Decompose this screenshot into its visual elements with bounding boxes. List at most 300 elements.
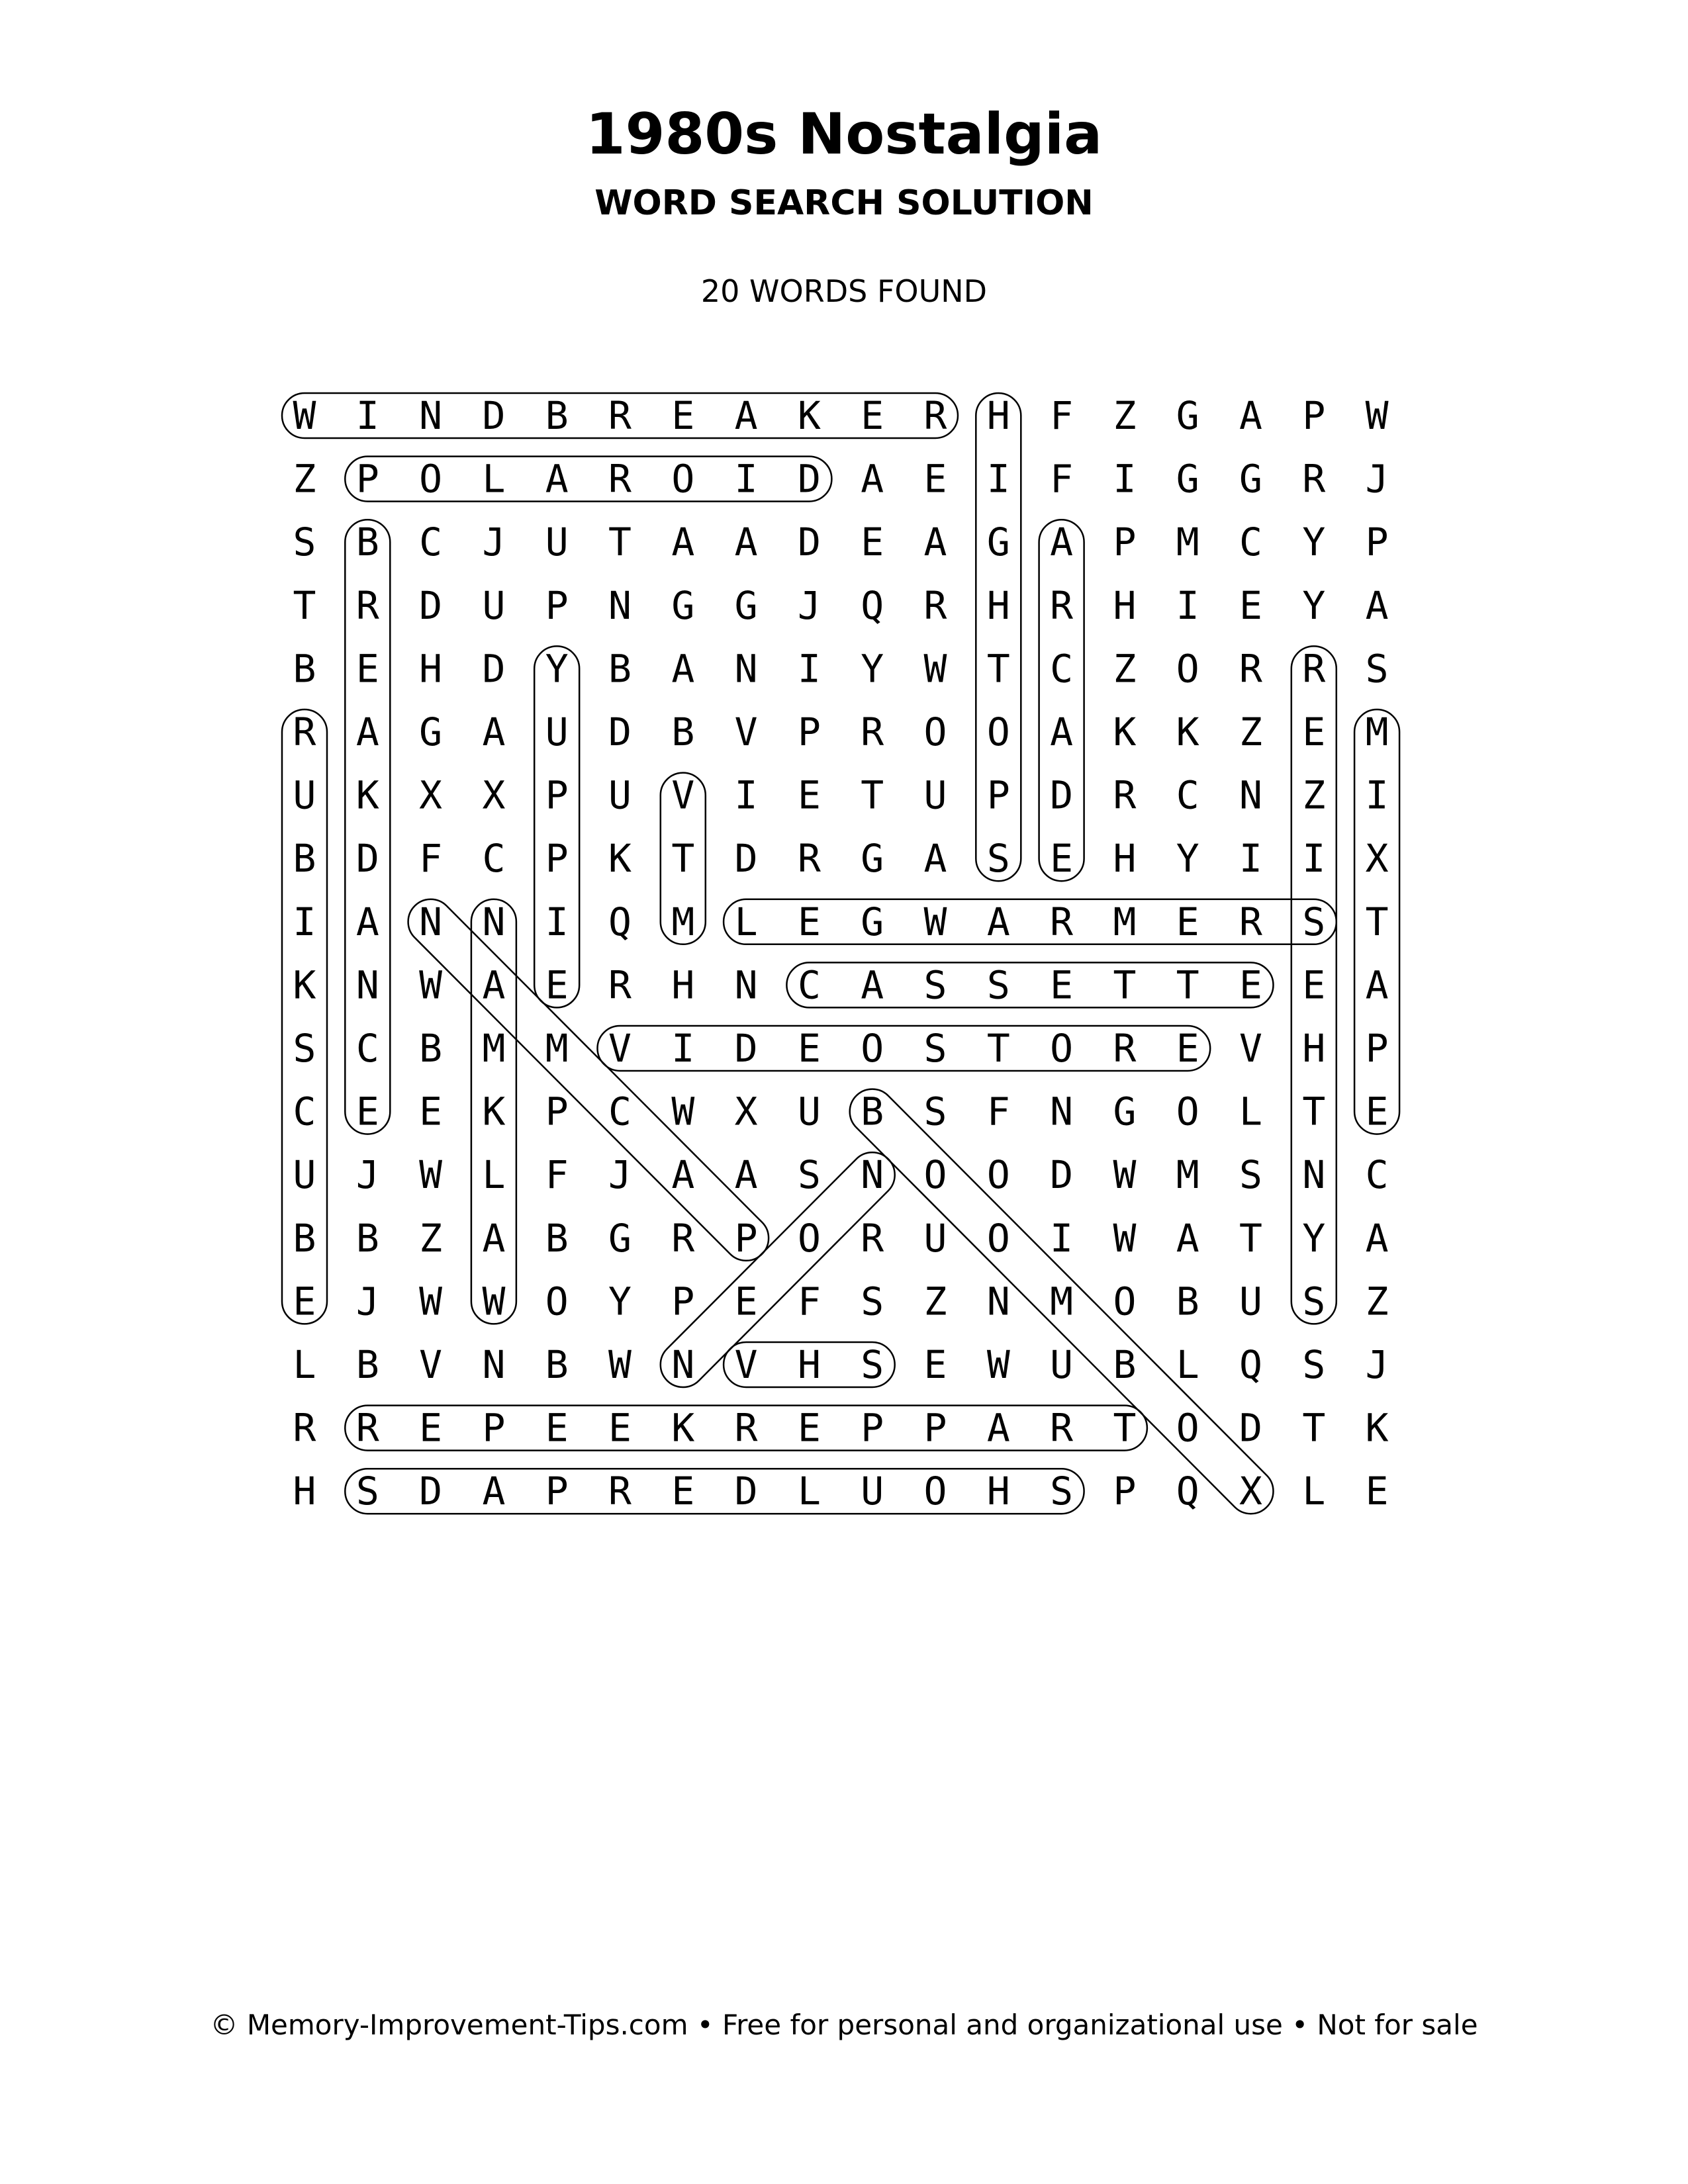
grid-letter: X	[1365, 836, 1389, 882]
grid-letter: E	[1302, 962, 1326, 1008]
grid-letter: D	[734, 1026, 758, 1071]
grid-letter: L	[293, 1342, 316, 1387]
grid-letter: I	[1239, 836, 1262, 882]
grid-letter: R	[1113, 1026, 1137, 1071]
grid-letter: C	[355, 1026, 379, 1071]
grid-letter: E	[419, 1405, 443, 1451]
grid-letter: S	[923, 962, 947, 1008]
grid-letter: R	[1302, 456, 1326, 502]
grid-letter: O	[986, 1215, 1010, 1261]
grid-letter: I	[797, 646, 821, 692]
grid-letter: A	[923, 836, 947, 882]
grid-letter: B	[293, 1215, 316, 1261]
grid-letter: P	[1365, 520, 1389, 565]
grid-letter: O	[1176, 646, 1199, 692]
grid-letter: T	[986, 1026, 1010, 1071]
grid-letter: E	[1176, 899, 1199, 944]
grid-letter: O	[986, 1152, 1010, 1198]
grid-letter: N	[419, 393, 443, 438]
grid-letter: J	[797, 582, 821, 628]
grid-letter: R	[923, 582, 947, 628]
grid-letter: L	[1302, 1469, 1326, 1514]
grid-letter: U	[608, 772, 632, 818]
grid-letter: H	[797, 1342, 821, 1387]
grid-letter: N	[861, 1152, 884, 1198]
found-word-shoulderpads	[345, 1469, 1084, 1514]
grid-letter: G	[1176, 456, 1199, 502]
grid-letter: H	[293, 1469, 316, 1514]
grid-letter: W	[671, 1089, 695, 1134]
grid-letter: K	[355, 772, 379, 818]
grid-letter: U	[545, 520, 569, 565]
grid-letter: H	[1113, 836, 1137, 882]
grid-letter: C	[1050, 646, 1074, 692]
page-subtitle: WORD SEARCH SOLUTION	[594, 183, 1094, 223]
grid-letter: S	[797, 1152, 821, 1198]
grid-letter: O	[986, 709, 1010, 754]
grid-letter: B	[545, 393, 569, 438]
grid-letter: R	[1113, 772, 1137, 818]
grid-letter: E	[734, 1279, 758, 1324]
grid-letter: W	[1113, 1215, 1137, 1261]
grid-letter: Z	[419, 1215, 443, 1261]
grid-letter: X	[1239, 1469, 1262, 1514]
grid-letter: S	[923, 1026, 947, 1071]
grid-letter: F	[986, 1089, 1010, 1134]
grid-letter: H	[419, 646, 443, 692]
grid-letter: L	[482, 1152, 506, 1198]
grid-letter: K	[293, 962, 316, 1008]
grid-letter: U	[1239, 1279, 1262, 1324]
grid-letter: C	[1239, 520, 1262, 565]
grid-letter: N	[1239, 772, 1262, 818]
grid-letter: A	[1365, 962, 1389, 1008]
grid-letter: Z	[1113, 646, 1137, 692]
grid-letter: P	[671, 1279, 695, 1324]
grid-letter: P	[923, 1405, 947, 1451]
grid-letter: R	[1050, 582, 1074, 628]
grid-letter: Q	[608, 899, 632, 944]
grid-letter: A	[923, 520, 947, 565]
grid-letter: G	[734, 582, 758, 628]
grid-letter: C	[293, 1089, 316, 1134]
grid-letter: A	[545, 456, 569, 502]
grid-letter: I	[1365, 772, 1389, 818]
grid-letter: S	[293, 1026, 316, 1071]
grid-letter: S	[1302, 1279, 1326, 1324]
grid-letter: S	[1302, 1342, 1326, 1387]
grid-letter: G	[861, 836, 884, 882]
grid-letter: N	[734, 962, 758, 1008]
grid-letter: R	[608, 393, 632, 438]
grid-letter: P	[482, 1405, 506, 1451]
grid-letter: R	[293, 709, 316, 754]
grid-letter: I	[734, 772, 758, 818]
grid-letter: V	[419, 1342, 443, 1387]
grid-letter: O	[419, 456, 443, 502]
grid-letter: H	[986, 582, 1010, 628]
grid-letter: J	[1365, 1342, 1389, 1387]
grid-letter: N	[1050, 1089, 1074, 1134]
grid-letter: B	[861, 1089, 884, 1134]
grid-letter: O	[671, 456, 695, 502]
grid-letter: H	[1302, 1026, 1326, 1071]
grid-letter: M	[545, 1026, 569, 1071]
grid-letter: U	[482, 582, 506, 628]
grid-letter: B	[1113, 1342, 1137, 1387]
grid-letter: S	[923, 1089, 947, 1134]
grid-letter: E	[861, 393, 884, 438]
grid-letter: F	[545, 1152, 569, 1198]
grid-letter: G	[1113, 1089, 1137, 1134]
found-word-polaroid	[345, 457, 831, 502]
grid-letter: A	[1365, 1215, 1389, 1261]
grid-letter: K	[797, 393, 821, 438]
grid-letter: E	[923, 1342, 947, 1387]
grid-letter: S	[986, 836, 1010, 882]
grid-letter: R	[734, 1405, 758, 1451]
grid-letter: J	[1365, 456, 1389, 502]
grid-letter: P	[1113, 520, 1137, 565]
grid-letter: D	[419, 582, 443, 628]
grid-letter: L	[1176, 1342, 1199, 1387]
grid-letter: O	[923, 1469, 947, 1514]
grid-letter: O	[797, 1215, 821, 1261]
grid-letter: W	[293, 393, 316, 438]
grid-letter: S	[861, 1279, 884, 1324]
grid-letter: V	[1239, 1026, 1262, 1071]
grid-letter: E	[419, 1089, 443, 1134]
grid-letter: I	[293, 899, 316, 944]
grid-letter: T	[1239, 1215, 1262, 1261]
grid-letter: A	[355, 709, 379, 754]
grid-letter: S	[986, 962, 1010, 1008]
grid-letter: E	[545, 962, 569, 1008]
grid-letter: R	[1050, 1405, 1074, 1451]
grid-letter: P	[797, 709, 821, 754]
grid-letter: X	[734, 1089, 758, 1134]
grid-letter: D	[797, 456, 821, 502]
grid-letter: V	[734, 1342, 758, 1387]
grid-letter: V	[734, 709, 758, 754]
grid-letter: R	[1239, 646, 1262, 692]
grid-letter: E	[293, 1279, 316, 1324]
grid-letter: W	[608, 1342, 632, 1387]
grid-letter: F	[419, 836, 443, 882]
grid-letter: Y	[1302, 1215, 1326, 1261]
grid-letter: I	[1113, 456, 1137, 502]
grid-letter: R	[797, 836, 821, 882]
grid-letter: M	[1050, 1279, 1074, 1324]
grid-letter: M	[671, 899, 695, 944]
grid-letter: W	[419, 1152, 443, 1198]
grid-letter: B	[355, 1215, 379, 1261]
grid-letter: G	[608, 1215, 632, 1261]
grid-letter: T	[861, 772, 884, 818]
grid-letter: W	[1113, 1152, 1137, 1198]
grid-letter: S	[1302, 899, 1326, 944]
grid-letter: R	[355, 582, 379, 628]
found-word-nap	[399, 890, 778, 1270]
words-found-count: 20 WORDS FOUND	[700, 273, 988, 309]
grid-letter: K	[1365, 1405, 1389, 1451]
grid-letter: P	[545, 1089, 569, 1134]
grid-letter: M	[1365, 709, 1389, 754]
grid-letter: S	[293, 520, 316, 565]
grid-letter: J	[355, 1152, 379, 1198]
solution-highlights	[282, 393, 1399, 1523]
grid-letter: T	[1365, 899, 1389, 944]
grid-letter: L	[734, 899, 758, 944]
grid-letter: K	[482, 1089, 506, 1134]
grid-letter: S	[355, 1469, 379, 1514]
grid-letter: U	[861, 1469, 884, 1514]
grid-letter: A	[355, 899, 379, 944]
grid-letter: R	[1302, 646, 1326, 692]
grid-letter: D	[1239, 1405, 1262, 1451]
grid-letter: H	[986, 1469, 1010, 1514]
grid-letter: R	[861, 1215, 884, 1261]
grid-letter: H	[1113, 582, 1137, 628]
grid-letter: A	[671, 646, 695, 692]
grid-letter: R	[293, 1405, 316, 1451]
grid-letter: U	[923, 1215, 947, 1261]
grid-letter: W	[986, 1342, 1010, 1387]
grid-letter: G	[861, 899, 884, 944]
grid-letter: E	[1050, 962, 1074, 1008]
grid-letter: K	[608, 836, 632, 882]
grid-letter: S	[1365, 646, 1389, 692]
grid-letter: A	[861, 456, 884, 502]
grid-letter: A	[482, 1469, 506, 1514]
grid-letter: P	[355, 456, 379, 502]
grid-letter: E	[608, 1405, 632, 1451]
grid-letter: E	[861, 520, 884, 565]
grid-letter: Y	[861, 646, 884, 692]
grid-letter: A	[1176, 1215, 1199, 1261]
grid-letter: U	[1050, 1342, 1074, 1387]
grid-letter: A	[861, 962, 884, 1008]
grid-letter: N	[355, 962, 379, 1008]
grid-letter: U	[545, 709, 569, 754]
grid-letter: I	[355, 393, 379, 438]
grid-letter: M	[1176, 1152, 1199, 1198]
grid-letter: Q	[861, 582, 884, 628]
grid-letter: E	[1365, 1469, 1389, 1514]
found-word-yuppie	[534, 646, 579, 1007]
grid-letter: D	[419, 1469, 443, 1514]
grid-letter: E	[1302, 709, 1326, 754]
grid-letter: D	[482, 646, 506, 692]
grid-letter: T	[1176, 962, 1199, 1008]
grid-letter: T	[1113, 962, 1137, 1008]
grid-letter: A	[482, 709, 506, 754]
found-word-cassette	[786, 962, 1273, 1007]
grid-letter: B	[608, 646, 632, 692]
grid-letter: X	[419, 772, 443, 818]
grid-letter: P	[1113, 1469, 1137, 1514]
grid-letter: C	[797, 962, 821, 1008]
grid-letter: R	[355, 1405, 379, 1451]
grid-letter: E	[797, 772, 821, 818]
grid-letter: R	[671, 1215, 695, 1261]
grid-letter: B	[355, 520, 379, 565]
grid-letter: R	[1050, 899, 1074, 944]
grid-letter: Y	[545, 646, 569, 692]
grid-letter: M	[1113, 899, 1137, 944]
grid-letter: D	[482, 393, 506, 438]
grid-letter: E	[1365, 1089, 1389, 1134]
grid-letter: W	[419, 962, 443, 1008]
grid-letter: D	[734, 1469, 758, 1514]
grid-letter: A	[734, 393, 758, 438]
grid-letter: B	[1176, 1279, 1199, 1324]
grid-letter: M	[1176, 520, 1199, 565]
grid-letter: A	[1365, 582, 1389, 628]
found-word-arcade	[1039, 520, 1084, 881]
grid-letter: D	[355, 836, 379, 882]
grid-letter: I	[671, 1026, 695, 1071]
grid-letter: E	[671, 1469, 695, 1514]
grid-letter: E	[797, 899, 821, 944]
grid-letter: M	[482, 1026, 506, 1071]
grid-letter: Z	[293, 456, 316, 502]
grid-letter: N	[671, 1342, 695, 1387]
grid-letter: O	[545, 1279, 569, 1324]
grid-letter: T	[986, 646, 1010, 692]
grid-letter: W	[419, 1279, 443, 1324]
grid-letter: D	[608, 709, 632, 754]
grid-letter: C	[608, 1089, 632, 1134]
grid-letter: I	[986, 456, 1010, 502]
grid-letter: E	[545, 1405, 569, 1451]
grid-letter: T	[293, 582, 316, 628]
grid-letter: O	[1176, 1089, 1199, 1134]
grid-letter: K	[1113, 709, 1137, 754]
grid-letter: Y	[1302, 520, 1326, 565]
grid-letter: W	[1365, 393, 1389, 438]
grid-letter: B	[545, 1342, 569, 1387]
grid-letter: Z	[1113, 393, 1137, 438]
grid-letter: B	[545, 1215, 569, 1261]
grid-letter: T	[608, 520, 632, 565]
grid-letter: O	[1050, 1026, 1074, 1071]
grid-letter: P	[545, 836, 569, 882]
grid-letter: O	[923, 1152, 947, 1198]
grid-letter: R	[923, 393, 947, 438]
grid-letter: U	[923, 772, 947, 818]
grid-letter: J	[608, 1152, 632, 1198]
grid-letter: S	[1050, 1469, 1074, 1514]
grid-letter: R	[861, 709, 884, 754]
grid-letter: J	[482, 520, 506, 565]
grid-letter: A	[671, 520, 695, 565]
grid-letter: L	[1239, 1089, 1262, 1134]
grid-letter: B	[671, 709, 695, 754]
grid-letter: D	[734, 836, 758, 882]
grid-letter: J	[355, 1279, 379, 1324]
grid-letter: N	[608, 582, 632, 628]
grid-letter: E	[1176, 1026, 1199, 1071]
grid-letter: H	[671, 962, 695, 1008]
grid-letter: P	[545, 772, 569, 818]
grid-letter: T	[1302, 1089, 1326, 1134]
grid-letter: K	[671, 1405, 695, 1451]
grid-letter: W	[482, 1279, 506, 1324]
grid-letter: E	[797, 1026, 821, 1071]
grid-letter: F	[1050, 456, 1074, 502]
grid-letter: A	[1239, 393, 1262, 438]
grid-letter: I	[1302, 836, 1326, 882]
grid-letter: E	[1239, 962, 1262, 1008]
grid-letter: O	[923, 709, 947, 754]
grid-letter: G	[986, 520, 1010, 565]
grid-letter: A	[986, 1405, 1010, 1451]
grid-letter: A	[482, 962, 506, 1008]
grid-letter: D	[1050, 772, 1074, 818]
grid-letter: U	[293, 1152, 316, 1198]
grid-letter: E	[1050, 836, 1074, 882]
grid-letter: E	[355, 1089, 379, 1134]
grid-letter: P	[861, 1405, 884, 1451]
grid-letter: E	[923, 456, 947, 502]
grid-letter: V	[608, 1026, 632, 1071]
grid-letter: Q	[1239, 1342, 1262, 1387]
grid-letter: N	[419, 899, 443, 944]
grid-letter: E	[1239, 582, 1262, 628]
grid-letter: F	[797, 1279, 821, 1324]
grid-letter: O	[1176, 1405, 1199, 1451]
grid-letter: Z	[1302, 772, 1326, 818]
grid-letter: E	[355, 646, 379, 692]
grid-letter: N	[986, 1279, 1010, 1324]
grid-letter: C	[1176, 772, 1199, 818]
grid-letter: D	[1050, 1152, 1074, 1198]
grid-letter: Q	[1176, 1469, 1199, 1514]
grid-letter: E	[797, 1405, 821, 1451]
grid-letter: I	[734, 456, 758, 502]
grid-letter: Y	[1302, 582, 1326, 628]
grid-letter: P	[1365, 1026, 1389, 1071]
grid-letter: B	[293, 836, 316, 882]
grid-letter: W	[923, 646, 947, 692]
grid-letter: D	[797, 520, 821, 565]
grid-letter: B	[293, 646, 316, 692]
grid-letter: R	[1239, 899, 1262, 944]
grid-letter: A	[734, 1152, 758, 1198]
grid-letter: Z	[923, 1279, 947, 1324]
grid-letter: G	[419, 709, 443, 754]
grid-letter: E	[671, 393, 695, 438]
grid-letter: A	[1050, 709, 1074, 754]
grid-letter: H	[986, 393, 1010, 438]
grid-letter: P	[545, 582, 569, 628]
grid-letter: A	[482, 1215, 506, 1261]
page-title: 1980s Nostalgia	[585, 101, 1103, 167]
grid-letter: S	[1239, 1152, 1262, 1198]
grid-letter: B	[419, 1026, 443, 1071]
grid-letter: P	[1302, 393, 1326, 438]
grid-letter: W	[923, 899, 947, 944]
grid-letter: N	[1302, 1152, 1326, 1198]
letter-grid	[293, 393, 1389, 1514]
grid-letter: I	[1050, 1215, 1074, 1261]
grid-letter: N	[482, 899, 506, 944]
grid-letter: F	[1050, 393, 1074, 438]
grid-letter: N	[734, 646, 758, 692]
grid-letter: Y	[608, 1279, 632, 1324]
grid-letter: U	[293, 772, 316, 818]
